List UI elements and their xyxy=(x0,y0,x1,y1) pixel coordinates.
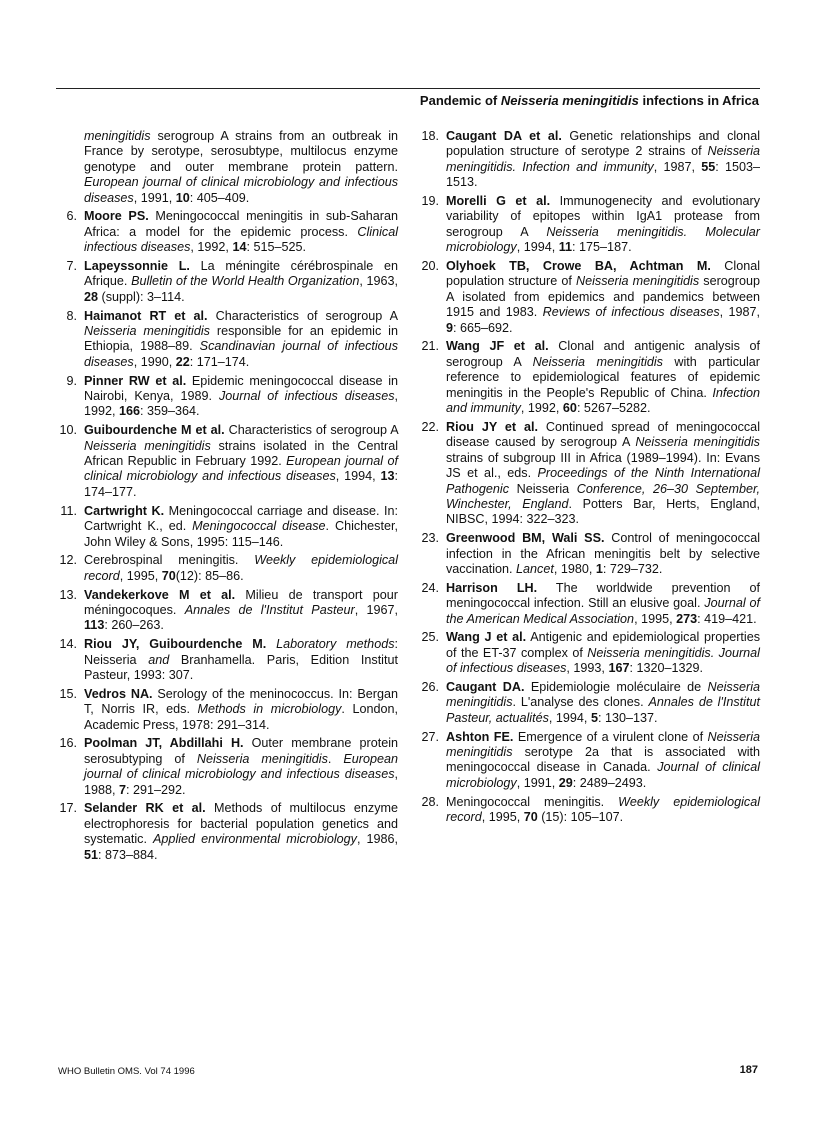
reference-segment: Meningococcal carriage and disease. In: Cartwright K., ed. xyxy=(84,503,399,534)
reference-text xyxy=(84,588,398,634)
reference-segment: , 1986, xyxy=(356,832,398,847)
reference-segment: Characteristics of serogroup A xyxy=(224,423,398,438)
reference-italic: Reviews of infectious diseases xyxy=(542,305,720,320)
reference-italic: Conference, 26–30 September, Winchester, England xyxy=(446,481,760,511)
reference-segment: : 171–174. xyxy=(189,354,250,369)
reference-authors: 166 xyxy=(119,404,141,419)
reference-text xyxy=(446,129,760,191)
reference-italic: Infection and immunity xyxy=(446,385,760,416)
reference-italic: Neisseria meningitidis xyxy=(532,354,663,369)
reference-item xyxy=(420,339,760,416)
reference-authors: Haimanot RT et al. xyxy=(84,308,208,323)
reference-authors: Caugant DA. xyxy=(446,679,525,694)
reference-segment: , 1991, xyxy=(516,775,559,790)
reference-segment: responsible for an epidemic in Ethiopia, 1988–89. xyxy=(84,324,398,354)
reference-italic: Journal of clinical microbiology xyxy=(446,760,760,790)
reference-segment: : 1503–1513. xyxy=(446,159,760,190)
reference-number: 27. xyxy=(421,729,439,744)
reference-text xyxy=(84,637,398,683)
reference-segment: , 1988, xyxy=(84,767,398,797)
reference-number: 19. xyxy=(421,194,439,209)
reference-segment: Meningococcal meningitis in sub-Saharan Africa: a model for the epidemic process. xyxy=(84,209,398,239)
reference-authors: 167 xyxy=(608,661,630,676)
reference-number: 12. xyxy=(59,553,77,568)
reference-authors: Cartwright K. xyxy=(84,503,165,518)
reference-italic: Lancet xyxy=(516,561,554,576)
reference-segment: . London, Academic Press, 1978: 291–314. xyxy=(84,702,398,732)
reference-segment: Serology of the meninococcus. In: Bergan T, Norris IR, eds. xyxy=(84,686,398,717)
reference-number: 16. xyxy=(59,736,77,751)
reference-segment: strains isolated in the Central African Republic in February 1992. xyxy=(84,438,398,469)
reference-text xyxy=(446,680,760,726)
reference-segment: Epidemic meningococcal disease in Nairobi, Kenya, 1989. xyxy=(84,373,398,404)
reference-italic: Neisseria meningitidis xyxy=(84,324,210,339)
reference-segment: (15): 105–107. xyxy=(537,809,624,824)
reference-authors: Ashton FE. xyxy=(446,729,514,744)
reference-authors: Vedros NA. xyxy=(84,686,153,701)
reference-item xyxy=(420,194,760,256)
reference-segment: , 1967, xyxy=(354,602,399,617)
reference-segment: Branhamella. Paris, Edition Institut Pasteur, 1993: 307. xyxy=(84,652,398,682)
reference-item xyxy=(58,687,398,733)
reference-italic: Annales de l'Institut Pasteur, actualités xyxy=(446,695,760,725)
reference-italic: Journal of infectious diseases xyxy=(218,389,395,404)
reference-text xyxy=(446,339,760,416)
reference-authors: 7 xyxy=(119,782,127,797)
reference-authors: Riou JY, Guibourdenche M. xyxy=(84,637,267,652)
reference-segment: : 515–525. xyxy=(246,240,306,255)
reference-item xyxy=(420,730,760,792)
reference-italic: Weekly epidemiological record xyxy=(84,553,398,583)
reference-authors: Pinner RW et al. xyxy=(84,373,187,388)
reference-item xyxy=(58,309,398,371)
reference-item xyxy=(420,129,760,191)
reference-item xyxy=(420,420,760,528)
reference-segment: Genetic relationships and clonal population structure of serotype 2 strains of xyxy=(446,129,760,159)
reference-text xyxy=(84,309,398,371)
reference-italic: Annales de l'Institut Pasteur xyxy=(184,602,355,617)
reference-text xyxy=(84,423,398,500)
reference-segment: : 130–137. xyxy=(597,710,658,725)
reference-number: 8. xyxy=(66,308,77,323)
reference-segment: , 1993, xyxy=(566,661,609,676)
reference-number xyxy=(58,129,84,206)
reference-italic: Bulletin of the World Health Organization xyxy=(131,274,360,289)
reference-segment: , 1994, xyxy=(335,469,381,484)
reference-authors: 60 xyxy=(562,401,577,416)
reference-item xyxy=(58,553,398,584)
reference-segment: serogroup A isolated from epidemics and pandemics between 1915 and 1983. xyxy=(446,274,760,320)
reference-column-right xyxy=(420,129,760,829)
reference-segment: Emergence of a virulent clone of xyxy=(513,729,708,744)
reference-item xyxy=(58,209,398,255)
reference-item xyxy=(420,680,760,726)
reference-italic: Neisseria meningitidis xyxy=(196,751,328,766)
reference-segment: The worldwide prevention of meningococcal infection. Still an elusive goal. xyxy=(446,580,761,611)
reference-authors: Harrison LH. xyxy=(446,580,538,595)
reference-segment: , 1994, xyxy=(548,710,591,725)
reference-text xyxy=(446,795,760,826)
reference-segment: . Potters Bar, Herts, England, NIBSC, 1994: 322–323. xyxy=(446,496,760,527)
running-head-organism: Neisseria meningitidis xyxy=(500,93,639,108)
reference-text xyxy=(446,630,760,676)
reference-item xyxy=(58,637,398,683)
reference-number: 14. xyxy=(59,637,77,652)
reference-number: 24. xyxy=(421,580,439,595)
reference-italic: meningitidis xyxy=(84,129,151,143)
reference-text xyxy=(84,553,398,584)
reference-authors: 70 xyxy=(523,809,538,824)
reference-text xyxy=(84,209,398,255)
reference-text xyxy=(84,736,398,798)
reference-segment: , 1987, xyxy=(653,159,702,174)
reference-number: 22. xyxy=(421,419,439,434)
reference-number: 18. xyxy=(421,129,439,143)
reference-segment: , 1994, xyxy=(516,240,559,255)
reference-text xyxy=(84,259,398,305)
reference-segment: Continued spread of meningococcal disease caused by serogroup A xyxy=(446,419,760,450)
reference-text xyxy=(446,730,760,792)
reference-segment: : 174–177. xyxy=(84,469,398,499)
reference-authors: 55 xyxy=(701,159,716,174)
reference-segment: Neisseria xyxy=(509,481,577,496)
reference-italic: Clinical infectious diseases xyxy=(84,224,398,255)
reference-segment: . xyxy=(327,751,344,766)
reference-italic: Neisseria meningitidis xyxy=(84,438,211,453)
reference-text xyxy=(84,801,398,863)
reference-italic: Applied environmental microbiology xyxy=(153,832,357,847)
reference-authors: 9 xyxy=(446,320,454,335)
reference-authors: 11 xyxy=(558,240,573,255)
reference-segment: : 175–187. xyxy=(572,240,632,255)
reference-segment: (suppl): 3–114. xyxy=(98,289,185,304)
reference-item xyxy=(58,423,398,500)
reference-italic: European journal of clinical microbiology and infectious diseases xyxy=(84,751,398,782)
reference-authors: Riou JY et al. xyxy=(446,419,539,434)
reference-authors: Lapeyssonnie L. xyxy=(84,259,190,274)
reference-italic: Neisseria meningitidis xyxy=(635,435,760,450)
reference-authors: Olyhoek TB, Crowe BA, Achtman M. xyxy=(446,259,711,274)
reference-authors: Guibourdenche M et al. xyxy=(84,423,225,438)
page-number: 187 xyxy=(739,1064,758,1076)
reference-segment: , 1963, xyxy=(359,274,398,289)
reference-number: 10. xyxy=(59,423,77,438)
reference-italic: Neisseria meningitidis xyxy=(576,274,700,289)
reference-authors: Greenwood BM, Wali SS. xyxy=(446,531,605,546)
reference-authors: Vandekerkove M et al. xyxy=(84,587,236,602)
reference-authors: 273 xyxy=(676,611,698,626)
reference-italic: Neisseria meningitidis. Journal of infectious diseases xyxy=(446,645,760,676)
reference-italic: Proceedings of the Ninth International Pathogenic xyxy=(446,466,760,496)
reference-segment: Immunogenecity and evolutionary variability of epitopes within IgA1 protease from serogroup A xyxy=(446,194,760,239)
footer-journal: WHO Bulletin OMS. Vol 74 1996 xyxy=(58,1066,195,1077)
reference-segment: (12): 85–86. xyxy=(175,568,244,583)
reference-segment: , 1992, xyxy=(84,389,398,419)
reference-number: 23. xyxy=(421,531,439,546)
reference-authors: 29 xyxy=(558,775,573,790)
header-rule xyxy=(56,88,760,89)
reference-segment: Outer membrane protein serosubtyping of xyxy=(84,736,399,766)
reference-italic: Neisseria meningitidis. Infection and immunity xyxy=(446,144,760,174)
reference-item xyxy=(58,736,398,798)
reference-segment: . L'analyse des clones. xyxy=(512,695,649,710)
reference-number: 13. xyxy=(59,587,77,602)
reference-item xyxy=(420,630,760,676)
reference-authors: 13 xyxy=(380,469,395,484)
reference-segment: : 359–364. xyxy=(140,404,200,419)
reference-segment: Cerebrospinal meningitis. xyxy=(84,553,255,568)
reference-segment: Antigenic and epidemiological properties of the ET-37 complex of xyxy=(446,630,761,660)
reference-segment: : 2489–2493. xyxy=(572,775,647,790)
reference-segment xyxy=(266,637,276,651)
reference-number: 9. xyxy=(66,373,77,388)
reference-authors: 1 xyxy=(595,561,603,576)
running-head xyxy=(420,93,759,108)
reference-number: 15. xyxy=(59,686,77,701)
reference-segment: : 419–421. xyxy=(697,611,757,626)
reference-segment: Clonal population structure of xyxy=(446,259,761,289)
reference-item xyxy=(58,588,398,634)
reference-segment: , 1992, xyxy=(520,401,563,416)
reference-italic: Meningococcal disease xyxy=(192,519,326,534)
reference-number: 11. xyxy=(60,503,77,518)
reference-segment: : 260–263. xyxy=(104,618,164,633)
reference-text xyxy=(84,687,398,733)
reference-segment: , 1991, xyxy=(133,190,176,205)
reference-number: 28. xyxy=(421,794,439,809)
reference-text xyxy=(446,420,760,528)
reference-text xyxy=(84,504,398,550)
reference-item xyxy=(420,795,760,826)
reference-text xyxy=(446,259,760,336)
reference-authors: 70 xyxy=(161,568,176,583)
reference-text xyxy=(84,129,398,206)
reference-item xyxy=(58,129,398,206)
reference-text xyxy=(446,194,760,256)
reference-italic: Neisseria meningitidis xyxy=(446,679,761,710)
reference-italic: Neisseria meningitidis. Molecular microbiology xyxy=(446,224,760,255)
reference-segment: : Neisseria xyxy=(84,637,398,667)
reference-authors: Wang J et al. xyxy=(446,630,527,645)
reference-segment: Clonal and antigenic analysis of serogroup A xyxy=(446,339,761,369)
reference-segment: Epidemiologie moléculaire de xyxy=(524,679,708,694)
reference-segment: , 1995, xyxy=(481,809,524,824)
reference-italic: and xyxy=(148,652,170,667)
reference-segment: : 291–292. xyxy=(126,782,186,797)
reference-number: 6. xyxy=(66,209,77,224)
reference-authors: Selander RK et al. xyxy=(84,801,206,816)
reference-italic: Weekly epidemiological record xyxy=(446,794,760,824)
reference-number: 17. xyxy=(59,801,77,816)
reference-segment: with particular reference to epidemiological features of epidemic meningitis in the People's Republic of China. xyxy=(446,354,760,400)
reference-segment: Methods of multilocus enzyme electrophoresis for bacterial population genetics and systematic. xyxy=(84,801,398,847)
reference-item xyxy=(58,259,398,305)
reference-authors: 22 xyxy=(175,354,190,369)
reference-number: 25. xyxy=(421,630,439,645)
reference-authors: 10 xyxy=(175,190,190,205)
reference-authors: Caugant DA et al. xyxy=(446,129,562,143)
reference-column-left xyxy=(58,129,398,866)
reference-italic: European journal of clinical microbiology and infectious diseases xyxy=(84,175,398,205)
reference-item xyxy=(58,801,398,863)
reference-text xyxy=(84,374,398,420)
reference-authors: Morelli G et al. xyxy=(446,194,551,209)
reference-italic: Methods in microbiology xyxy=(197,702,342,717)
running-head-text: Pandemic of xyxy=(419,93,501,108)
reference-number: 26. xyxy=(421,679,439,694)
reference-authors: Wang JF et al. xyxy=(446,339,549,354)
reference-segment: : 729–732. xyxy=(602,561,663,576)
reference-segment: , 1992, xyxy=(190,240,233,255)
reference-segment: , 1990, xyxy=(133,354,176,369)
reference-authors: 5 xyxy=(590,710,598,725)
reference-segment: Control of meningococcal infection in the African meningitis belt by selective vaccination. xyxy=(446,531,760,576)
reference-authors: 14 xyxy=(232,240,247,255)
reference-text xyxy=(446,531,760,577)
reference-segment: Milieu de transport pour méningocoques. xyxy=(84,587,398,617)
reference-item xyxy=(58,374,398,420)
reference-italic: European journal of clinical microbiology and infectious diseases xyxy=(84,454,398,484)
reference-item xyxy=(420,259,760,336)
reference-number: 7. xyxy=(66,259,77,274)
reference-italic: Scandinavian journal of infectious diseases xyxy=(84,339,398,369)
reference-segment: . Chichester, John Wiley & Sons, 1995: 115–146. xyxy=(84,519,398,549)
reference-number: 20. xyxy=(421,259,439,274)
reference-segment: serogroup A strains from an outbreak in France by serotype, serosubtype, multilocus enzyme genotype and outer membrane protein pattern. xyxy=(84,129,398,174)
reference-item xyxy=(420,531,760,577)
reference-segment: , 1987, xyxy=(719,305,761,320)
reference-segment: Characteristics of serogroup A xyxy=(207,308,398,323)
reference-segment: serotype 2a that is associated with meningococcal disease in Canada. xyxy=(446,744,760,775)
reference-item xyxy=(420,581,760,627)
reference-segment: : 665–692. xyxy=(453,320,513,335)
reference-segment: : 1320–1329. xyxy=(629,661,703,676)
reference-segment: : 873–884. xyxy=(98,847,158,862)
reference-authors: Poolman JT, Abdillahi H. xyxy=(84,736,244,751)
reference-segment: , 1995, xyxy=(119,568,162,583)
reference-segment: : 5267–5282. xyxy=(576,401,651,416)
reference-authors: 113 xyxy=(84,618,105,633)
reference-authors: 51 xyxy=(84,847,99,862)
reference-authors: Moore PS. xyxy=(84,209,149,224)
reference-segment: La méningite cérébrospinale en Afrique. xyxy=(84,259,398,289)
reference-authors: 28 xyxy=(84,289,99,304)
reference-segment: , 1980, xyxy=(553,561,596,576)
reference-segment: Meningococcal meningitis. xyxy=(446,794,619,809)
reference-text xyxy=(446,581,760,627)
reference-segment: : 405–409. xyxy=(189,190,250,205)
reference-italic: Journal of the American Medical Association xyxy=(446,596,761,626)
running-head-text-end: infections in Africa xyxy=(638,93,759,108)
reference-item xyxy=(58,504,398,550)
reference-italic: Neisseria meningitidis xyxy=(446,729,760,759)
reference-segment: strains of subgroup III in Africa (1989–1994). In: Evans JS et al., eds. xyxy=(446,450,760,481)
reference-number: 21. xyxy=(421,339,439,354)
reference-segment: , 1995, xyxy=(634,611,677,626)
reference-italic: Laboratory methods xyxy=(276,637,395,652)
